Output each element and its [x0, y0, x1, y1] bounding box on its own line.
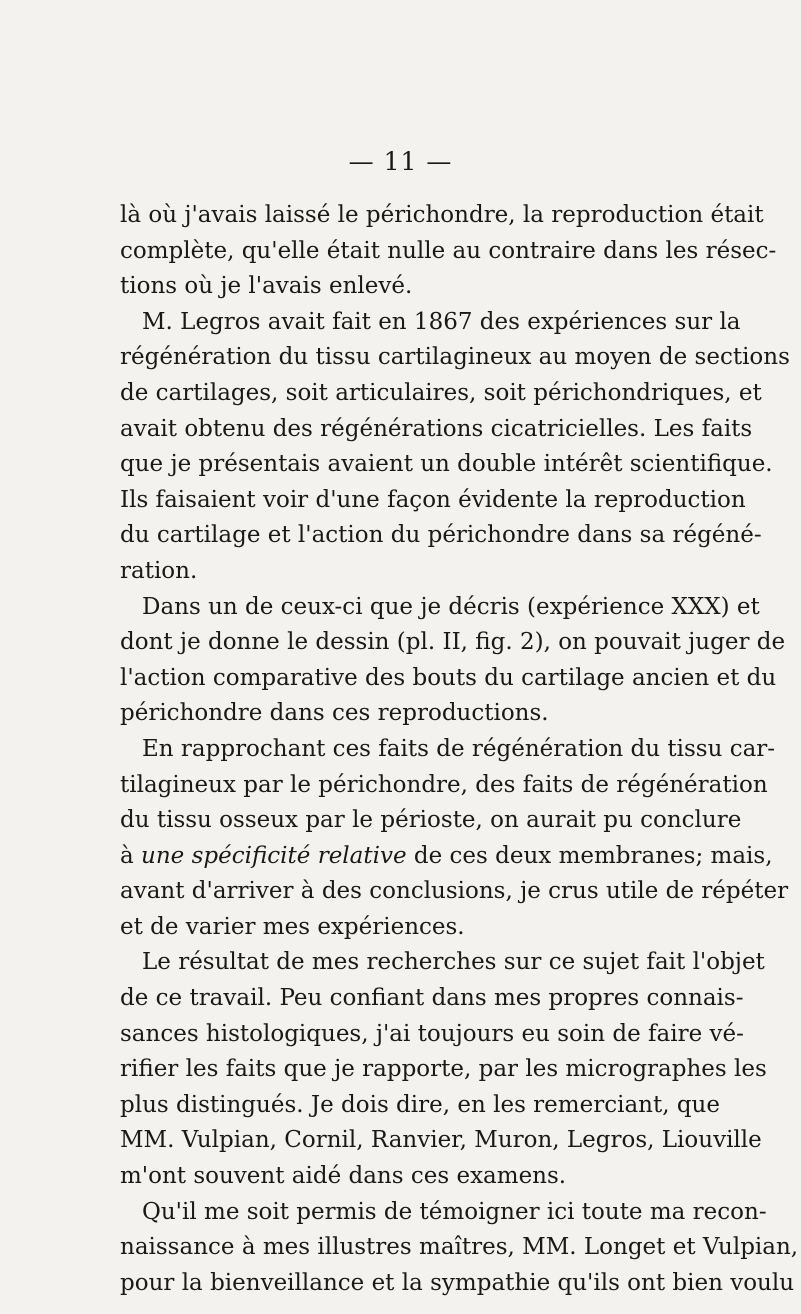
text-line: [120, 839, 773, 875]
text-line: Qu'il me soit permis de témoigner ici toute ma recon-: [142, 1198, 767, 1225]
text-line: tions où je l'avais enlevé.: [120, 273, 413, 300]
text-line: sances histologiques, j'ai toujours eu soin de faire vé-: [120, 1020, 744, 1047]
text-line: et de varier mes expériences.: [120, 913, 465, 940]
text-line: du cartilage et l'action du périchondre dans sa régéné-: [120, 522, 762, 549]
text-line: En rapprochant ces faits de régénération du tissu car-: [142, 735, 776, 762]
text-line: là où j'avais laissé le périchondre, la reproduction était: [120, 202, 764, 228]
text-line: Dans un de ceux-ci que je décris (expérience XXX) et: [142, 593, 760, 620]
text-line: plus distingués. Je dois dire, en les remerciant, que: [120, 1091, 720, 1118]
text-line: Le résultat de mes recherches sur ce sujet fait l'objet: [142, 949, 765, 976]
text-line: périchondre dans ces reproductions.: [120, 700, 549, 727]
body-text: [120, 198, 799, 1301]
text-line: complète, qu'elle était nulle au contraire dans les résec-: [120, 237, 777, 264]
text-line: avant d'arriver à des conclusions, je crus utile de répéter: [120, 878, 789, 905]
text-line: naissance à mes illustres maîtres, MM. Longet et Vulpian,: [120, 1234, 799, 1261]
text-line: ration.: [120, 557, 198, 584]
text-line: dont je donne le dessin (pl. II, fig. 2), on pouvait juger de: [120, 629, 786, 656]
text-fragment: à: [120, 842, 134, 869]
text-line: tilagineux par le périchondre, des faits de régénération: [120, 771, 768, 798]
page-number: — 11 —: [348, 147, 453, 176]
text-line: Ils faisaient voir d'une façon évidente la reproduction: [120, 486, 746, 513]
text-line: M. Legros avait fait en 1867 des expériences sur la: [142, 308, 741, 335]
text-line: rifier les faits que je rapporte, par les micrographes les: [120, 1056, 767, 1083]
text-line: de cartilages, soit articulaires, soit périchondriques, et: [120, 379, 762, 406]
text-line: l'action comparative des bouts du cartilage ancien et du: [120, 664, 777, 691]
text-line: du tissu osseux par le périoste, on aurait pu conclure: [120, 807, 742, 834]
italic-phrase: une spécificité relative: [141, 842, 407, 869]
text-line: de ce travail. Peu confiant dans mes propres connais-: [120, 985, 744, 1012]
text-line: MM. Vulpian, Cornil, Ranvier, Muron, Legros, Liouville: [120, 1127, 762, 1154]
text-line: pour la bienveillance et la sympathie qu'ils ont bien voulu: [120, 1269, 795, 1296]
text-line: avait obtenu des régénérations cicatricielles. Les faits: [120, 415, 753, 442]
text-line: que je présentais avaient un double intérêt scientifique.: [120, 451, 773, 478]
text-fragment: de ces deux membranes; mais,: [413, 842, 773, 869]
text-line: régénération du tissu cartilagineux au moyen de sections: [120, 344, 790, 371]
text-line: m'ont souvent aidé dans ces examens.: [120, 1163, 567, 1190]
